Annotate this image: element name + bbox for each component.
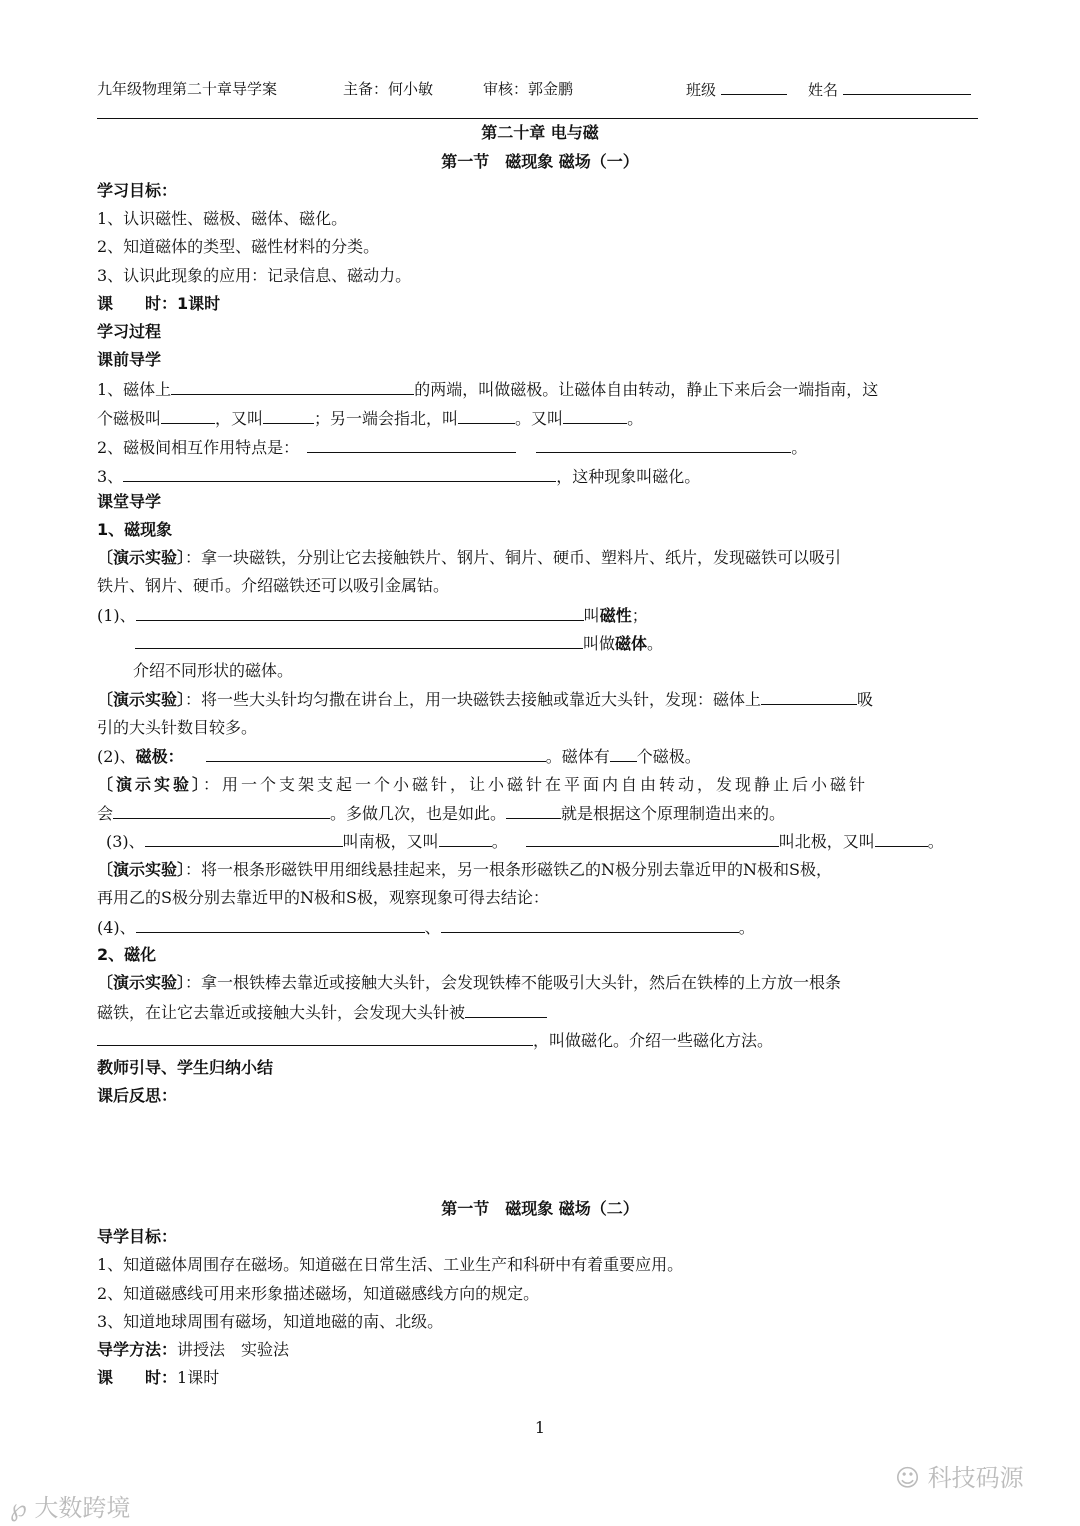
name-label: 姓名 [808, 81, 839, 99]
text: 磁铁，在让它去靠近或接触大头针，会发现大头针被 [97, 1003, 466, 1022]
text: (4)、 [97, 918, 136, 937]
text: 叫北极，又叫 [778, 832, 875, 851]
blank[interactable] [123, 465, 556, 482]
page-number: 1 [534, 1418, 546, 1437]
header-reviewer: 审核：郭金鹏 [483, 80, 574, 98]
blank[interactable] [506, 802, 561, 819]
text: ：将一根条形磁铁甲用细线悬挂起来，另一根条形磁铁乙的N极分别去靠近甲的N极和S极， [185, 860, 832, 879]
blank[interactable] [439, 830, 492, 847]
section2-goals-heading: 导学目标： [97, 1227, 178, 1246]
hours-label: 课 时： [97, 294, 178, 313]
demo-label: 〔演示实验〕 [97, 775, 204, 794]
text: 。 [491, 832, 508, 851]
section2-goal-3: 3、知道地球周围有磁场，知道地磁的南、北级。 [97, 1312, 444, 1331]
blank[interactable] [875, 830, 928, 847]
demo-label: 〔演示实验〕 [97, 860, 186, 879]
text: ，叫做磁化。介绍一些磁化方法。 [533, 1031, 774, 1050]
text: ；另一端会指北，叫 [314, 409, 459, 428]
text: ：将一些大头针均匀撒在讲台上，用一块磁铁去接触或靠近大头针，发现：磁体上 [185, 690, 762, 709]
text: 再用乙的S极分别去靠近甲的N极和S极，观察现象可得去结论： [97, 888, 549, 907]
text: 会 [97, 804, 114, 823]
demo-label: 〔演示实验〕 [97, 973, 186, 992]
blank[interactable] [97, 1029, 533, 1046]
demo-label: 〔演示实验〕 [97, 690, 186, 709]
text: ：拿一根铁棒去靠近或接触大头针，会发现铁棒不能吸引大头针，然后在铁棒的上方放一根条 [185, 973, 842, 992]
text: 叫做 [583, 634, 616, 653]
chapter-title: 第二十章 电与磁 [481, 123, 599, 142]
section2-goal-1: 1、知道磁体周围存在磁场。知道磁在日常生活、工业生产和科研中有着重要应用。 [97, 1255, 684, 1274]
text: 、 [424, 918, 441, 937]
text: 3、 [97, 467, 124, 486]
wechat-icon: ☺ [895, 1464, 921, 1492]
text: 引的大头针数目较多。 [97, 718, 258, 737]
text: (2)、 [97, 747, 136, 766]
reflection-heading: 课后反思： [97, 1086, 178, 1105]
text: 铁片、钢片、硬币。介绍磁铁还可以吸引金属钴。 [97, 576, 450, 595]
text: 个磁极叫 [97, 409, 162, 428]
text: 个磁极。 [636, 747, 701, 766]
text: 就是根据这个原理制造出来的。 [561, 804, 786, 823]
text: 。 [738, 918, 755, 937]
text: 叫南极，又叫 [342, 832, 439, 851]
blank[interactable] [263, 407, 314, 424]
blank[interactable] [161, 407, 215, 424]
blank[interactable] [136, 604, 584, 621]
goal-2: 2、知道磁体的类型、磁性材料的分类。 [97, 237, 380, 256]
goal-3: 3、认识此现象的应用：记录信息、磁动力。 [97, 266, 412, 285]
blank[interactable] [307, 436, 516, 453]
blank[interactable] [145, 830, 343, 847]
blank[interactable] [171, 378, 414, 395]
text: 吸 [857, 690, 874, 709]
demo-label: 〔演示实验〕 [97, 548, 186, 567]
text: 2、磁极间相互作用特点是： [97, 438, 300, 457]
text: 。 [627, 409, 644, 428]
hours-label: 课 时： [97, 1368, 178, 1387]
name-blank[interactable] [843, 78, 971, 95]
class-blank[interactable] [721, 78, 787, 95]
blank[interactable] [465, 1001, 547, 1018]
blank[interactable] [135, 632, 583, 649]
hours-value: 1课时 [177, 294, 221, 313]
blank[interactable] [610, 745, 637, 762]
text: 的两端，叫做磁极。让磁体自由转动，静止下来后会一端指南，这 [414, 380, 879, 399]
watermark-logo-icon: ℘ [10, 1494, 27, 1522]
blank[interactable] [536, 436, 791, 453]
text: (3)、 [106, 832, 145, 851]
goals-heading: 学习目标： [97, 181, 178, 200]
blank[interactable] [563, 407, 627, 424]
text: ； [631, 606, 648, 625]
text: 1、磁体上 [97, 380, 172, 399]
text: (1)、 [97, 606, 136, 625]
text: ，这种现象叫磁化。 [556, 467, 701, 486]
hours-value: 1课时 [177, 1368, 220, 1387]
text: ：用一个支架支起一个小磁针，让小磁针在平面内自由转动，发现静止后小磁针 [203, 775, 869, 794]
text: 磁极： [135, 747, 184, 766]
goal-1: 1、认识磁性、磁极、磁体、磁化。 [97, 209, 348, 228]
method-label: 导学方法： [97, 1340, 178, 1359]
text: 磁性 [599, 606, 632, 625]
header-editor: 主备：何小敏 [343, 80, 434, 98]
watermark-right: 科技码源 [927, 1464, 1024, 1492]
section2-goal-2: 2、知道磁感线可用来形象描述磁场，知道磁感线方向的规定。 [97, 1284, 540, 1303]
class-heading: 课堂导学 [97, 492, 162, 511]
class-label: 班级 [686, 81, 717, 99]
text: 。又叫 [515, 409, 564, 428]
text: 。 [791, 438, 808, 457]
header-rule [97, 118, 978, 119]
text: 介绍不同形状的磁体。 [133, 661, 294, 680]
watermark-left: 大数跨境 [34, 1494, 131, 1522]
subheading-phenomenon: 1、磁现象 [97, 520, 173, 539]
blank[interactable] [113, 802, 330, 819]
text: 。 [647, 634, 664, 653]
blank[interactable] [206, 745, 546, 762]
text: ：拿一块磁铁，分别让它去接触铁片、钢片、铜片、硬币、塑料片、纸片，发现磁铁可以吸引 [185, 548, 842, 567]
text: 叫 [583, 606, 600, 625]
header-title: 九年级物理第二十章导学案 [97, 80, 278, 98]
text: ，又叫 [215, 409, 264, 428]
process-heading: 学习过程 [97, 322, 162, 341]
text: 磁体 [615, 634, 648, 653]
subheading-magnetization: 2、磁化 [97, 945, 157, 964]
blank[interactable] [526, 830, 779, 847]
text: 。磁体有 [545, 747, 610, 766]
blank[interactable] [458, 407, 515, 424]
method-value: 讲授法 实验法 [177, 1340, 290, 1359]
section2-title: 第一节 磁现象 磁场（二） [441, 1199, 639, 1218]
summary-heading: 教师引导、学生归纳小结 [97, 1058, 274, 1077]
section1-title: 第一节 磁现象 磁场（一） [441, 152, 639, 171]
blank[interactable] [136, 916, 425, 933]
blank[interactable] [441, 916, 739, 933]
text: 。多做几次，也是如此。 [330, 804, 507, 823]
text: 。 [927, 832, 944, 851]
pre-heading: 课前导学 [97, 350, 162, 369]
blank[interactable] [761, 688, 857, 705]
